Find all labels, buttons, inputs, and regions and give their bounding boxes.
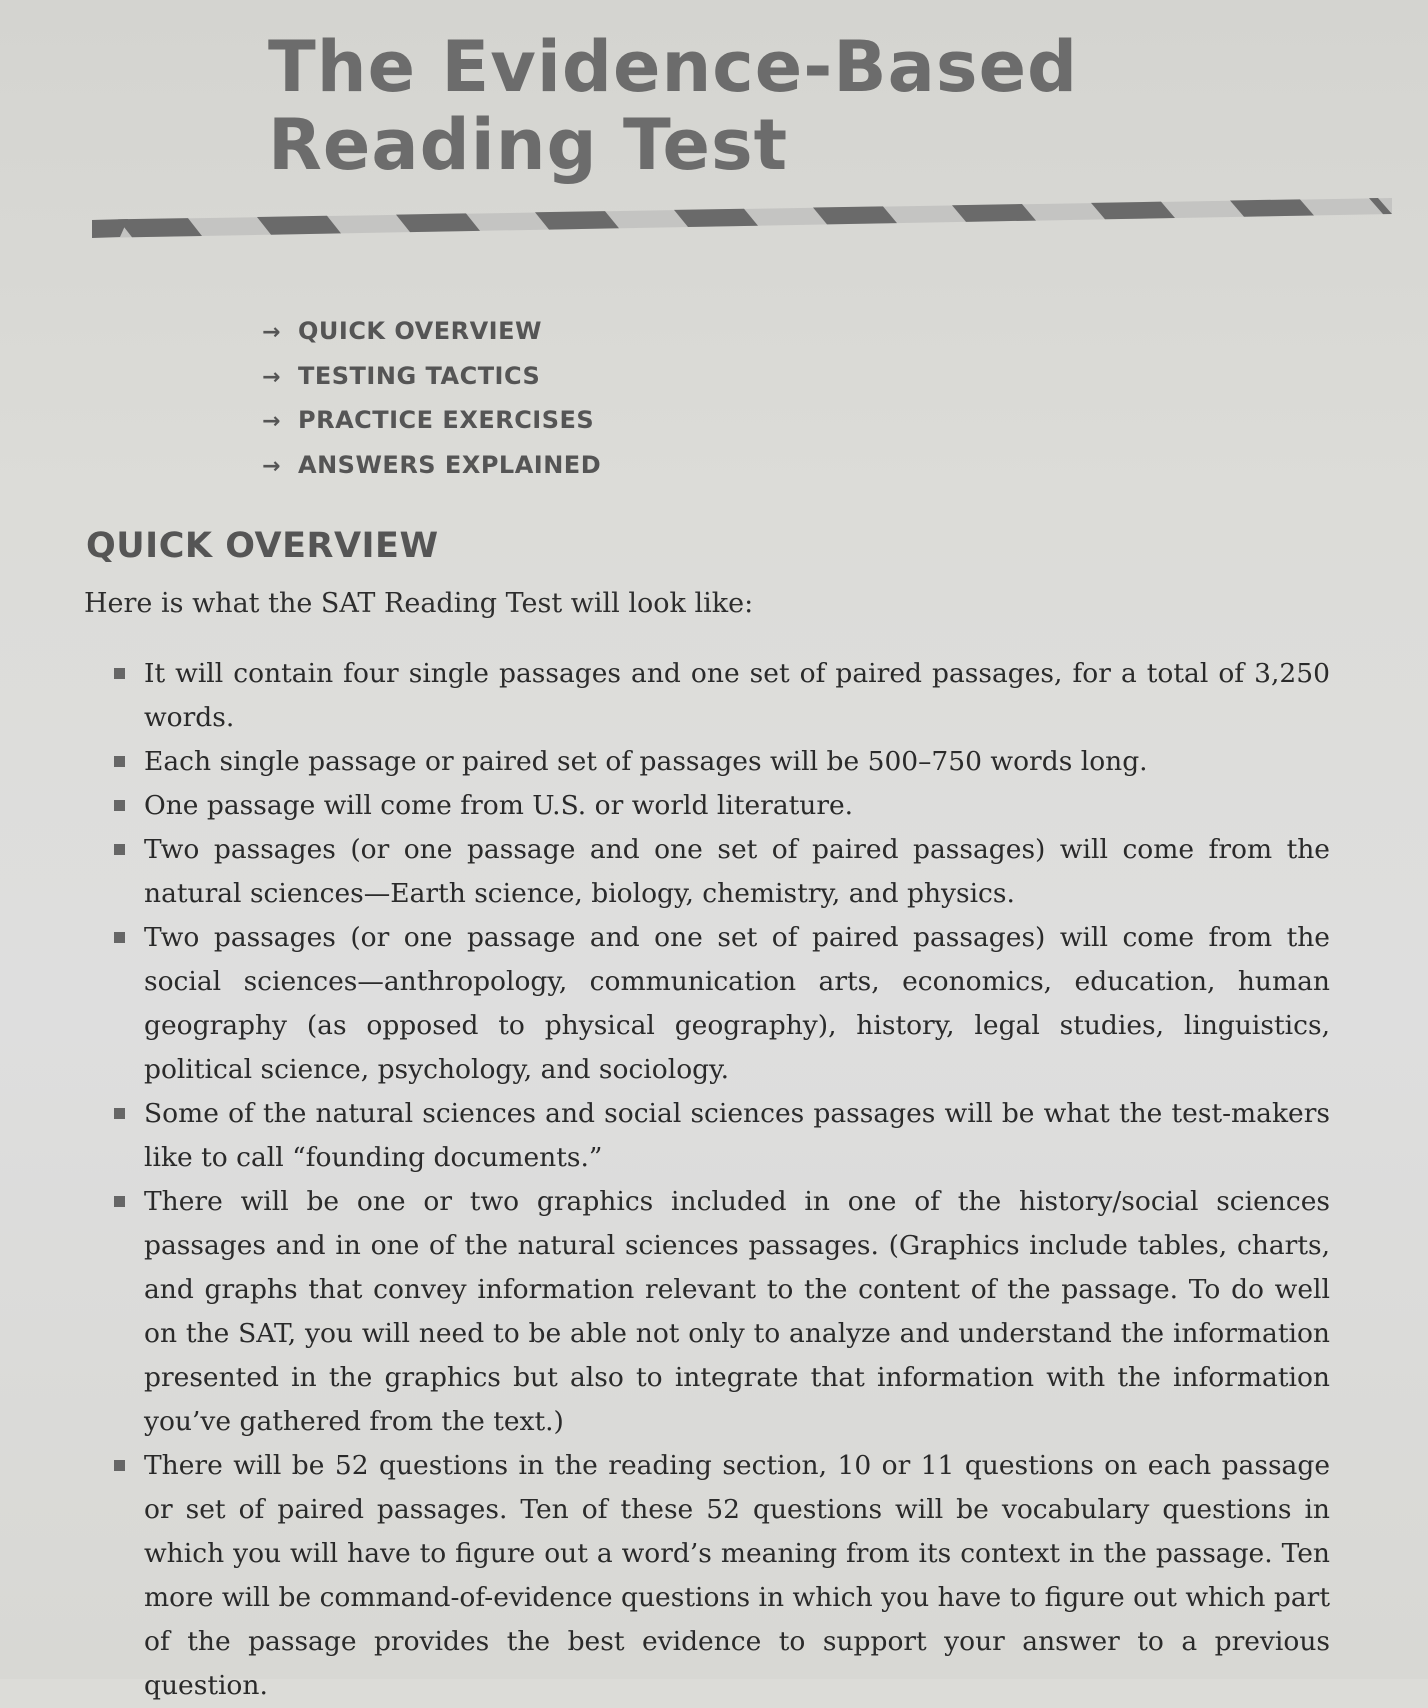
toc-item-label: PRACTICE EXERCISES [298,406,595,434]
bullet-item [100,1444,1330,1708]
arrow-right-icon: → [262,364,281,390]
stripe-segment [1091,202,1175,220]
arrow-right-icon: → [262,409,281,434]
section-heading: QUICK OVERVIEW [86,526,439,566]
square-bullet-icon [114,932,125,943]
decorative-stripe-bar [92,198,1392,238]
bullet-text: One passage will come from U.S. or world literature. [144,790,854,821]
stripe-segment [118,218,202,237]
chapter-title [268,28,1078,184]
bullet-text: Each single passage or paired set of passages will be 500–750 words long. [144,746,1148,777]
bullet-text: It will contain four single passages and one set of paired passages, for a total of 3,250 words. [144,658,1330,733]
stripe-segment [535,211,619,229]
bullet-item [100,784,1330,828]
chapter-title-line-1: The Evidence-Based [268,26,1079,108]
bullet-item [100,1092,1330,1180]
toc-item-label: QUICK OVERVIEW [298,317,542,345]
toc-item [262,310,601,355]
stripe-segment [674,209,758,227]
chapter-title-line-2: Reading Test [268,104,789,186]
square-bullet-icon [114,668,125,679]
bullet-item [100,652,1330,740]
intro-paragraph: Here is what the SAT Reading Test will look like: [84,588,754,619]
bullet-text: Two passages (or one passage and one set of paired passages) will come from the social sciences—anthropology, communication arts, economics, education, human geography (as opposed to physical geography), history, legal studies, linguistics, political science, psychology, and sociology. [144,922,1330,1085]
stripe-segment [257,216,341,235]
toc-item-label: TESTING TACTICS [298,361,541,390]
toc-item [262,444,601,489]
stripe-segment [952,204,1036,222]
toc-item-label: ANSWERS EXPLAINED [298,450,602,479]
square-bullet-icon [114,1460,125,1471]
toc-item [262,399,601,444]
overview-bullet-list [100,652,1330,1708]
square-bullet-icon [114,756,125,767]
stripe-segment [1230,199,1314,216]
arrow-right-icon: → [262,453,281,479]
bullet-item [100,916,1330,1092]
chapter-contents-list [262,310,601,488]
bullet-text: Two passages (or one passage and one set of paired passages) will come from the natural sciences—Earth science, biology, chemistry, and physics. [144,834,1330,909]
square-bullet-icon [114,1196,125,1207]
bullet-text: There will be one or two graphics included in one of the history/social sciences passages and in one of the natural sciences passages. (Graphics include tables, charts, and graphs that convey information relevant to the content of the passage. To do well on the SAT, you will need to be able not only to analyze and understand the information presented in the graphics but also to integrate that information with the information you’ve gathered from the text.) [144,1186,1330,1437]
bullet-item [100,1180,1330,1444]
arrow-right-icon: → [262,320,281,345]
bullet-item [100,828,1330,916]
stripe-segment [813,206,897,224]
bullet-text: There will be 52 questions in the reading section, 10 or 11 questions on each passage or set of paired passages. Ten of these 52 questions will be vocabulary questions in which you will have to figure out a word’s meaning from its context in the passage. Ten more will be command-of-evidence questions in which you have to figure out which part of the passage provides the best evidence to support your answer to a previous question. [144,1450,1330,1701]
bullet-item [100,740,1330,784]
square-bullet-icon [114,800,125,811]
bullet-text: Some of the natural sciences and social sciences passages will be what the test-makers like to call “founding documents.” [144,1098,1330,1173]
toc-item [262,355,601,400]
square-bullet-icon [114,844,125,855]
stripe-segment [396,213,480,232]
square-bullet-icon [114,1108,125,1119]
